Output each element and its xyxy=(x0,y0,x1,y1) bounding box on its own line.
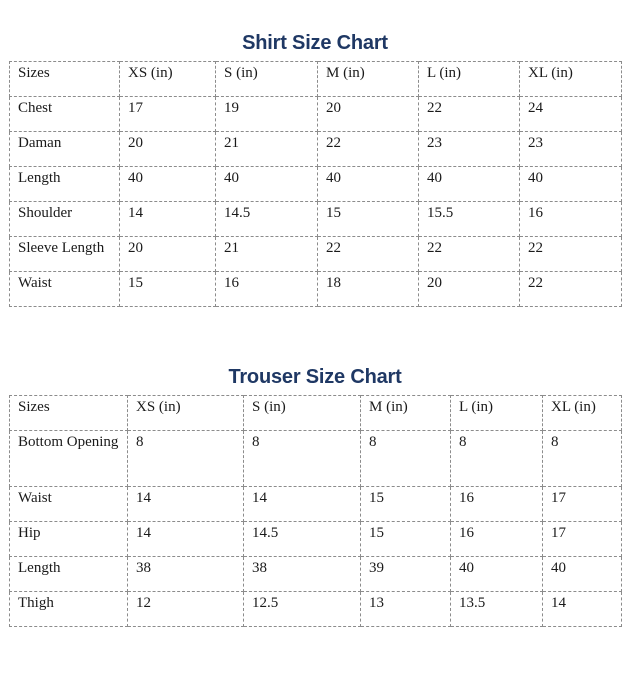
table-cell: 14.5 xyxy=(244,522,361,557)
table-row xyxy=(10,202,622,237)
table-cell: 8 xyxy=(128,431,244,487)
row-label: Length xyxy=(10,557,128,592)
table-cell: 22 xyxy=(419,97,520,132)
table-cell: 39 xyxy=(361,557,451,592)
table-cell: 20 xyxy=(318,97,419,132)
row-label: Shoulder xyxy=(10,202,120,237)
table-cell: 15 xyxy=(361,487,451,522)
table-cell: 40 xyxy=(120,167,216,202)
table-cell: 17 xyxy=(543,487,622,522)
row-label: Bottom Opening xyxy=(10,431,128,487)
header-cell: L (in) xyxy=(419,62,520,97)
table-cell: 12 xyxy=(128,592,244,627)
header-cell: Sizes xyxy=(10,396,128,431)
table-cell: 16 xyxy=(520,202,622,237)
table-cell: 14 xyxy=(120,202,216,237)
table-cell: 17 xyxy=(543,522,622,557)
table-cell: 15 xyxy=(318,202,419,237)
table-cell: 22 xyxy=(520,237,622,272)
table-cell: 20 xyxy=(120,237,216,272)
table-header-row xyxy=(10,62,622,97)
table-cell: 17 xyxy=(120,97,216,132)
table-cell: 14 xyxy=(128,522,244,557)
table-cell: 13 xyxy=(361,592,451,627)
table-cell: 38 xyxy=(128,557,244,592)
table-row xyxy=(10,132,622,167)
header-cell: XL (in) xyxy=(520,62,622,97)
table-cell: 14 xyxy=(128,487,244,522)
table-row xyxy=(10,487,622,522)
table-cell: 19 xyxy=(216,97,318,132)
header-cell: XL (in) xyxy=(543,396,622,431)
row-label: Length xyxy=(10,167,120,202)
table-cell: 40 xyxy=(543,557,622,592)
table-cell: 8 xyxy=(451,431,543,487)
row-label: Waist xyxy=(10,487,128,522)
table-cell: 15 xyxy=(120,272,216,307)
table-cell: 40 xyxy=(451,557,543,592)
table-cell: 22 xyxy=(520,272,622,307)
header-cell: M (in) xyxy=(318,62,419,97)
table-row xyxy=(10,272,622,307)
table-cell: 40 xyxy=(520,167,622,202)
header-cell: M (in) xyxy=(361,396,451,431)
table-header-row xyxy=(10,396,622,431)
header-cell: Sizes xyxy=(10,62,120,97)
table-cell: 15 xyxy=(361,522,451,557)
table-cell: 22 xyxy=(419,237,520,272)
table-cell: 20 xyxy=(419,272,520,307)
table-cell: 8 xyxy=(361,431,451,487)
table-cell: 14.5 xyxy=(216,202,318,237)
row-label: Sleeve Length xyxy=(10,237,120,272)
header-cell: S (in) xyxy=(216,62,318,97)
table-cell: 12.5 xyxy=(244,592,361,627)
table-row xyxy=(10,97,622,132)
row-label: Daman xyxy=(10,132,120,167)
table-row xyxy=(10,237,622,272)
table-cell: 24 xyxy=(520,97,622,132)
shirt-size-table xyxy=(9,61,622,307)
table-cell: 23 xyxy=(520,132,622,167)
table-cell: 21 xyxy=(216,132,318,167)
trouser-size-chart-title: Trouser Size Chart xyxy=(228,366,402,388)
table-row xyxy=(10,592,622,627)
table-row xyxy=(10,522,622,557)
table-cell: 40 xyxy=(419,167,520,202)
table-row xyxy=(10,557,622,592)
table-cell: 16 xyxy=(451,487,543,522)
table-cell: 8 xyxy=(543,431,622,487)
trouser-size-table xyxy=(9,395,622,627)
row-label: Hip xyxy=(10,522,128,557)
shirt-size-chart-section xyxy=(9,31,621,307)
table-cell: 23 xyxy=(419,132,520,167)
header-cell: XS (in) xyxy=(120,62,216,97)
table-cell: 21 xyxy=(216,237,318,272)
table-cell: 13.5 xyxy=(451,592,543,627)
row-label: Chest xyxy=(10,97,120,132)
header-cell: XS (in) xyxy=(128,396,244,431)
table-cell: 18 xyxy=(318,272,419,307)
table-cell: 40 xyxy=(216,167,318,202)
table-cell: 22 xyxy=(318,237,419,272)
table-cell: 16 xyxy=(216,272,318,307)
row-label: Waist xyxy=(10,272,120,307)
header-cell: L (in) xyxy=(451,396,543,431)
table-cell: 40 xyxy=(318,167,419,202)
table-cell: 14 xyxy=(244,487,361,522)
table-cell: 8 xyxy=(244,431,361,487)
table-row xyxy=(10,431,622,487)
table-cell: 16 xyxy=(451,522,543,557)
table-cell: 15.5 xyxy=(419,202,520,237)
table-row xyxy=(10,167,622,202)
table-cell: 22 xyxy=(318,132,419,167)
row-label: Thigh xyxy=(10,592,128,627)
table-cell: 14 xyxy=(543,592,622,627)
header-cell: S (in) xyxy=(244,396,361,431)
table-cell: 20 xyxy=(120,132,216,167)
table-cell: 38 xyxy=(244,557,361,592)
trouser-size-chart-section xyxy=(9,365,621,627)
shirt-size-chart-title: Shirt Size Chart xyxy=(242,32,388,54)
